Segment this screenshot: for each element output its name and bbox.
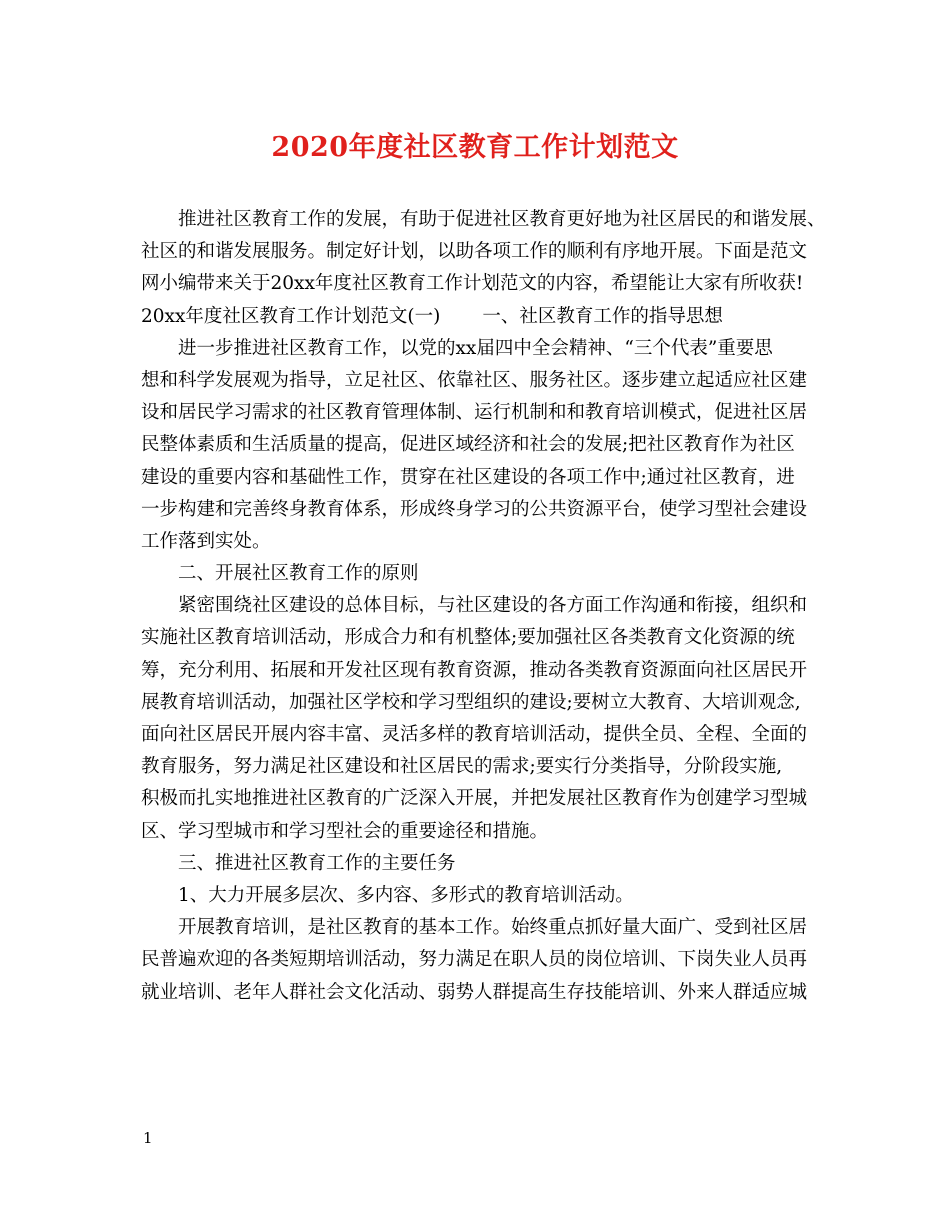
- text-line: 进一步推进社区教育工作，以党的xx届四中全会精神、“三个代表”重要思: [178, 337, 773, 359]
- text-line: 1、大力开展多层次、多内容、多形式的教育培训活动。: [178, 884, 634, 906]
- text-line: 紧密围绕社区建设的总体目标，与社区建设的各方面工作沟通和衔接，组织和: [178, 595, 808, 617]
- text-line: 推进社区教育工作的发展，有助于促进社区教育更好地为社区居民的和谐发展、: [178, 209, 826, 230]
- document-body: [141, 204, 826, 1009]
- page-number: 1: [143, 1129, 153, 1147]
- text-line: 社区的和谐发展服务。制定好计划，以助各项工作的顺利有序地开展。下面是范文: [141, 241, 808, 263]
- text-line: 三、推进社区教育工作的主要任务: [178, 852, 456, 874]
- text-line-part: 20xx年度社区教育工作计划范文(一): [141, 305, 441, 327]
- text-line: 积极而扎实地推进社区教育的广泛深入开展，并把发展社区教育作为创建学习型城: [141, 788, 808, 810]
- text-line: 民整体素质和生活质量的提高，促进区域经济和社会的发展;把社区教育作为社区: [141, 434, 795, 456]
- text-line: 筹，充分利用、拓展和开发社区现有教育资源，推动各类教育资源面向社区居民开: [141, 659, 808, 681]
- text-line: 民普遍欢迎的各类短期培训活动，努力满足在职人员的岗位培训、下岗失业人员再: [141, 949, 808, 971]
- text-line: [141, 301, 809, 333]
- text-line: 设和居民学习需求的社区教育管理体制、运行机制和和教育培训模式，促进社区居: [141, 402, 808, 424]
- text-line: 面向社区居民开展内容丰富、灵活多样的教育培训活动，提供全员、全程、全面的: [141, 724, 808, 745]
- text-line: 区、学习型城市和学习型社会的重要途径和措施。: [141, 820, 549, 842]
- text-line: 开展教育培训，是社区教育的基本工作。始终重点抓好量大面广、受到社区居: [178, 917, 808, 939]
- text-line: 工作落到实处。: [141, 530, 271, 552]
- text-line: 网小编带来关于20xx年度社区教育工作计划范文的内容，希望能让大家有所收获!: [141, 273, 804, 295]
- text-line: 建设的重要内容和基础性工作，贯穿在社区建设的各项工作中;通过社区教育，进: [141, 466, 795, 488]
- text-line: 展教育培训活动，加强社区学校和学习型组织的建设;要树立大教育、大培训观念,: [141, 691, 801, 713]
- text-line: 实施社区教育培训活动，形成合力和有机整体;要加强社区各类教育文化资源的统: [141, 627, 795, 649]
- document-title: 2020年度社区教育工作计划范文: [271, 132, 679, 163]
- text-line: 二、开展社区教育工作的原则: [178, 563, 419, 585]
- text-line: 想和科学发展观为指导，立足社区、依靠社区、服务社区。逐步建立起适应社区建: [141, 369, 808, 391]
- text-line: 教育服务，努力满足社区建设和社区居民的需求;要实行分类指导，分阶段实施,: [141, 756, 783, 778]
- text-line: 就业培训、老年人群社会文化活动、弱势人群提高生存技能培训、外来人群适应城: [141, 981, 808, 1003]
- text-line: 一步构建和完善终身教育体系，形成终身学习的公共资源平台，使学习型社会建设: [141, 498, 808, 520]
- section-heading: 一、社区教育工作的指导思想: [482, 305, 723, 327]
